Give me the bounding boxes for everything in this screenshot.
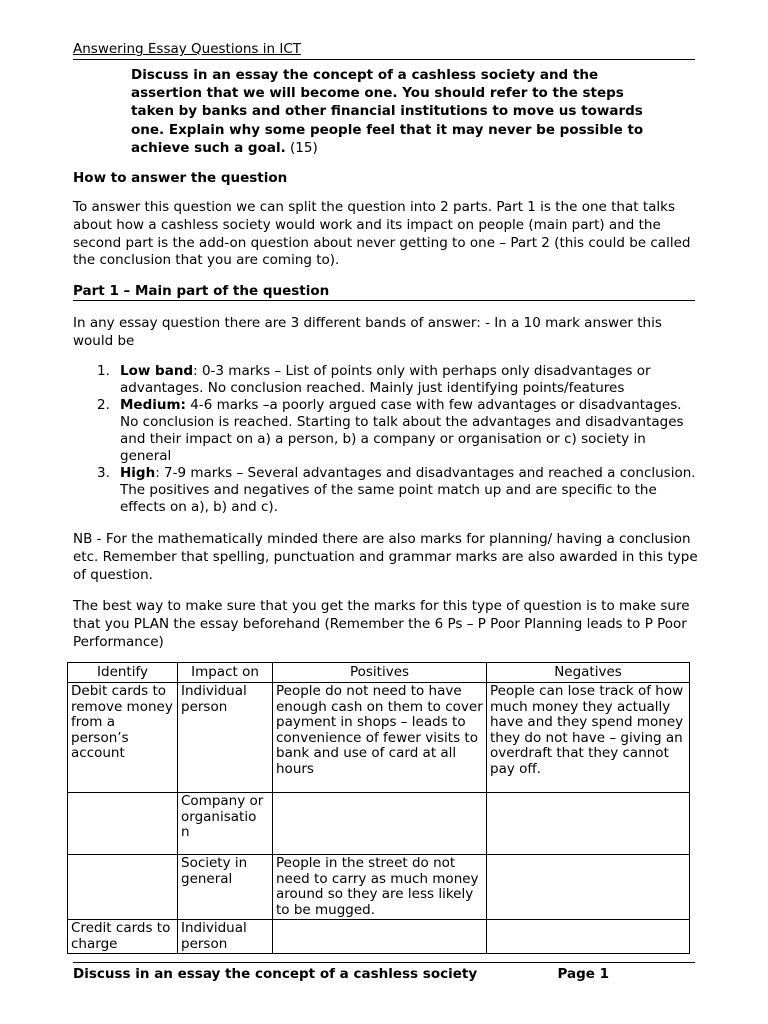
list-number: 3. [97,465,110,481]
table-cell [487,855,690,920]
table-row [68,920,690,954]
part1-intro: In any essay question there are 3 different bands of answer: - In a 10 mark answer this would be [73,315,662,349]
table-cell: People do not need to have enough cash on them to cover payment in shops – leads to convenience of fewer visits to bank and use of card at all hours [273,683,487,793]
table-cell: Society in general [178,855,273,920]
band-label: High [120,465,156,481]
nb-paragraph: NB - For the mathematically minded there are also marks for planning/ having a conclusion etc. Remember that spelling, punctuation and grammar marks are also awarded in this type of question. [73,531,698,583]
band-label: Low band [120,363,194,379]
table-cell: Individual person [178,920,273,954]
table-cell [273,793,487,855]
table-cell: Company or organisatio n [178,793,273,855]
list-item [97,465,697,516]
how-to-paragraph: To answer this question we can split the question into 2 parts. Part 1 is the one that talks about how a cashless society would work and its impact on people (main part) and the second part is the add-on question about never getting to one – Part 2 (this could be called the conclusion that you are coming to). [73,199,691,269]
bands-list [97,363,697,516]
band-text: 4-6 marks –a poorly argued case with few advantages or disadvantages. No conclusion is reached. Starting to talk about the advantages and disadvantages and their impact on a) a person, b) a company or organisation or c) society in general [120,397,684,464]
band-text: : 0-3 marks – List of points only with perhaps only disadvantages or advantages. No conclusion reached. Mainly just identifying points/features [120,363,651,396]
list-item [97,397,697,465]
column-header: Identify [68,663,178,683]
table-cell: Debit cards to remove money from a person’s account [68,683,178,793]
table-row [68,793,690,855]
document-footer [73,962,695,983]
table-cell: People can lose track of how much money they actually have and they spend money they do not have – giving an overdraft that they cannot pay off. [487,683,690,793]
header-title: Answering Essay Questions in ICT [73,41,301,57]
part1-rule [73,300,695,301]
table-cell [487,793,690,855]
band-label: Medium: [120,397,186,413]
table-cell: Individual person [178,683,273,793]
column-header: Positives [273,663,487,683]
band-text: : 7-9 marks – Several advantages and disadvantages and reached a conclusion. The positives and negatives of the same point match up and are specific to the effects on a), b) and c). [120,465,696,515]
how-to-heading: How to answer the question [73,170,288,186]
table-cell [273,920,487,954]
table-cell [68,793,178,855]
planning-table [67,662,690,954]
table-cell [68,855,178,920]
table-row [68,855,690,920]
table-header-row [68,663,690,683]
part1-heading: Part 1 – Main part of the question [73,283,330,299]
best-way-paragraph: The best way to make sure that you get the marks for this type of question is to make sure that you PLAN the essay beforehand (Remember the 6 Ps – P Poor Planning leads to P Poor Performance) [73,598,690,650]
table-cell: People in the street do not need to carry as much money around so they are less likely to be mugged. [273,855,487,920]
footer-text: Discuss in an essay the concept of a cashless society [73,966,478,982]
table-cell [487,920,690,954]
page-number: Page 1 [557,966,609,982]
list-item [97,363,697,397]
essay-question [131,66,661,157]
question-text: Discuss in an essay the concept of a cashless society and the assertion that we will become one. You should refer to the steps taken by banks and other financial institutions to move us towards one. Explain why some people feel that it may never be possible to achieve such a goal. [131,67,644,156]
column-header: Negatives [487,663,690,683]
list-number: 1. [97,363,110,379]
table-cell: Credit cards to charge [68,920,178,954]
question-marks: (15) [285,139,318,156]
table-row [68,683,690,793]
document-header [73,40,695,60]
list-number: 2. [97,397,110,413]
column-header: Impact on [178,663,273,683]
